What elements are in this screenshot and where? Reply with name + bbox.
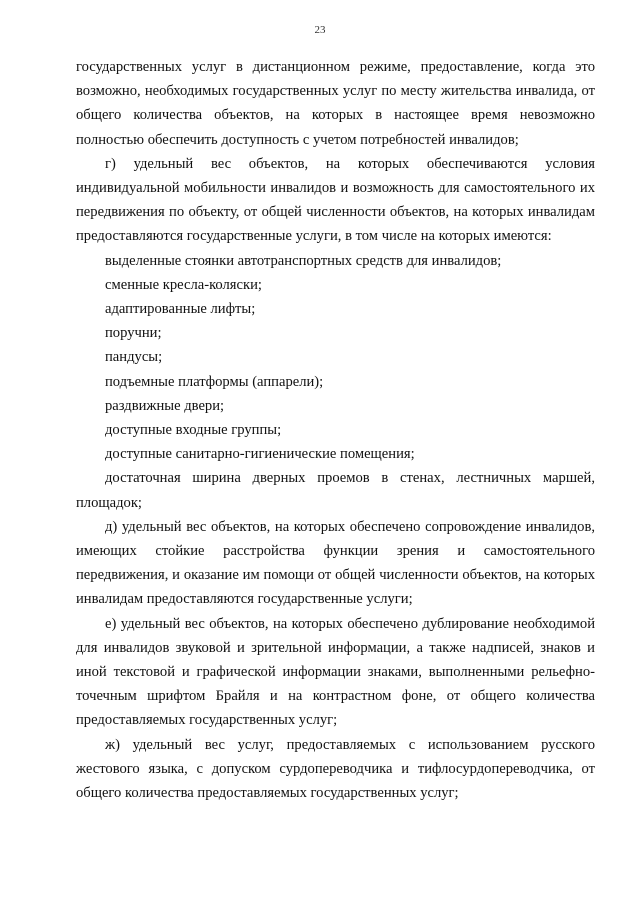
list-item: доступные санитарно-гигиенические помещения; — [105, 446, 415, 463]
paragraph-continuation: государственных услуг в дистанционном режиме, предоставление, когда это возможно, необходимых государственных услуг по месту жительства инвалида, от общего количества объектов, на которых в настоящее время невозможно полностью обеспечить доступность с учетом потребностей инвалидов; — [76, 59, 595, 148]
list-item: поручни; — [105, 325, 162, 342]
list-item: сменные кресла-коляски; — [105, 276, 262, 293]
document-body — [76, 55, 595, 805]
list-item: пандусы; — [105, 349, 163, 366]
paragraph-d: д) удельный вес объектов, на которых обеспечено сопровождение инвалидов, имеющих стойкие расстройства функции зрения и самостоятельного передвижения, и оказание им помощи от общей численности объектов, на которых инвалидам предоставляются государственные услуги; — [76, 518, 595, 608]
list-item: выделенные стоянки автотранспортных средств для инвалидов; — [105, 252, 502, 269]
page-number: 23 — [314, 24, 326, 36]
list-item: подъемные платформы (аппарели); — [105, 373, 324, 390]
list-item: достаточная ширина дверных проемов в стенах, лестничных маршей, площадок; — [76, 470, 595, 511]
list-item: раздвижные двери; — [105, 397, 225, 414]
paragraph-zh: ж) удельный вес услуг, предоставляемых с использованием русского жестового языка, с допуском сурдопереводчика и тифлосурдопереводчика, от общего количества предоставляемых государственных услуг; — [76, 736, 595, 802]
list-item: адаптированные лифты; — [105, 301, 256, 318]
list-item: доступные входные группы; — [105, 422, 282, 439]
paragraph-g: г) удельный вес объектов, на которых обеспечиваются условия индивидуальной мобильности инвалидов и возможность для самостоятельного их передвижения по объекту, от общей численности объектов, на которых инвалидам предоставляются государственные услуги, в том числе на которых имеются: — [76, 155, 595, 245]
paragraph-e: е) удельный вес объектов, на которых обеспечено дублирование необходимой для инвалидов звуковой и зрительной информации, а также надписей, знаков и иной текстовой и графической информации знаками, выполненными рельефно-точечным шрифтом Брайля и на контрастном фоне, от общего количества предоставляемых государственных услуг; — [76, 615, 595, 729]
